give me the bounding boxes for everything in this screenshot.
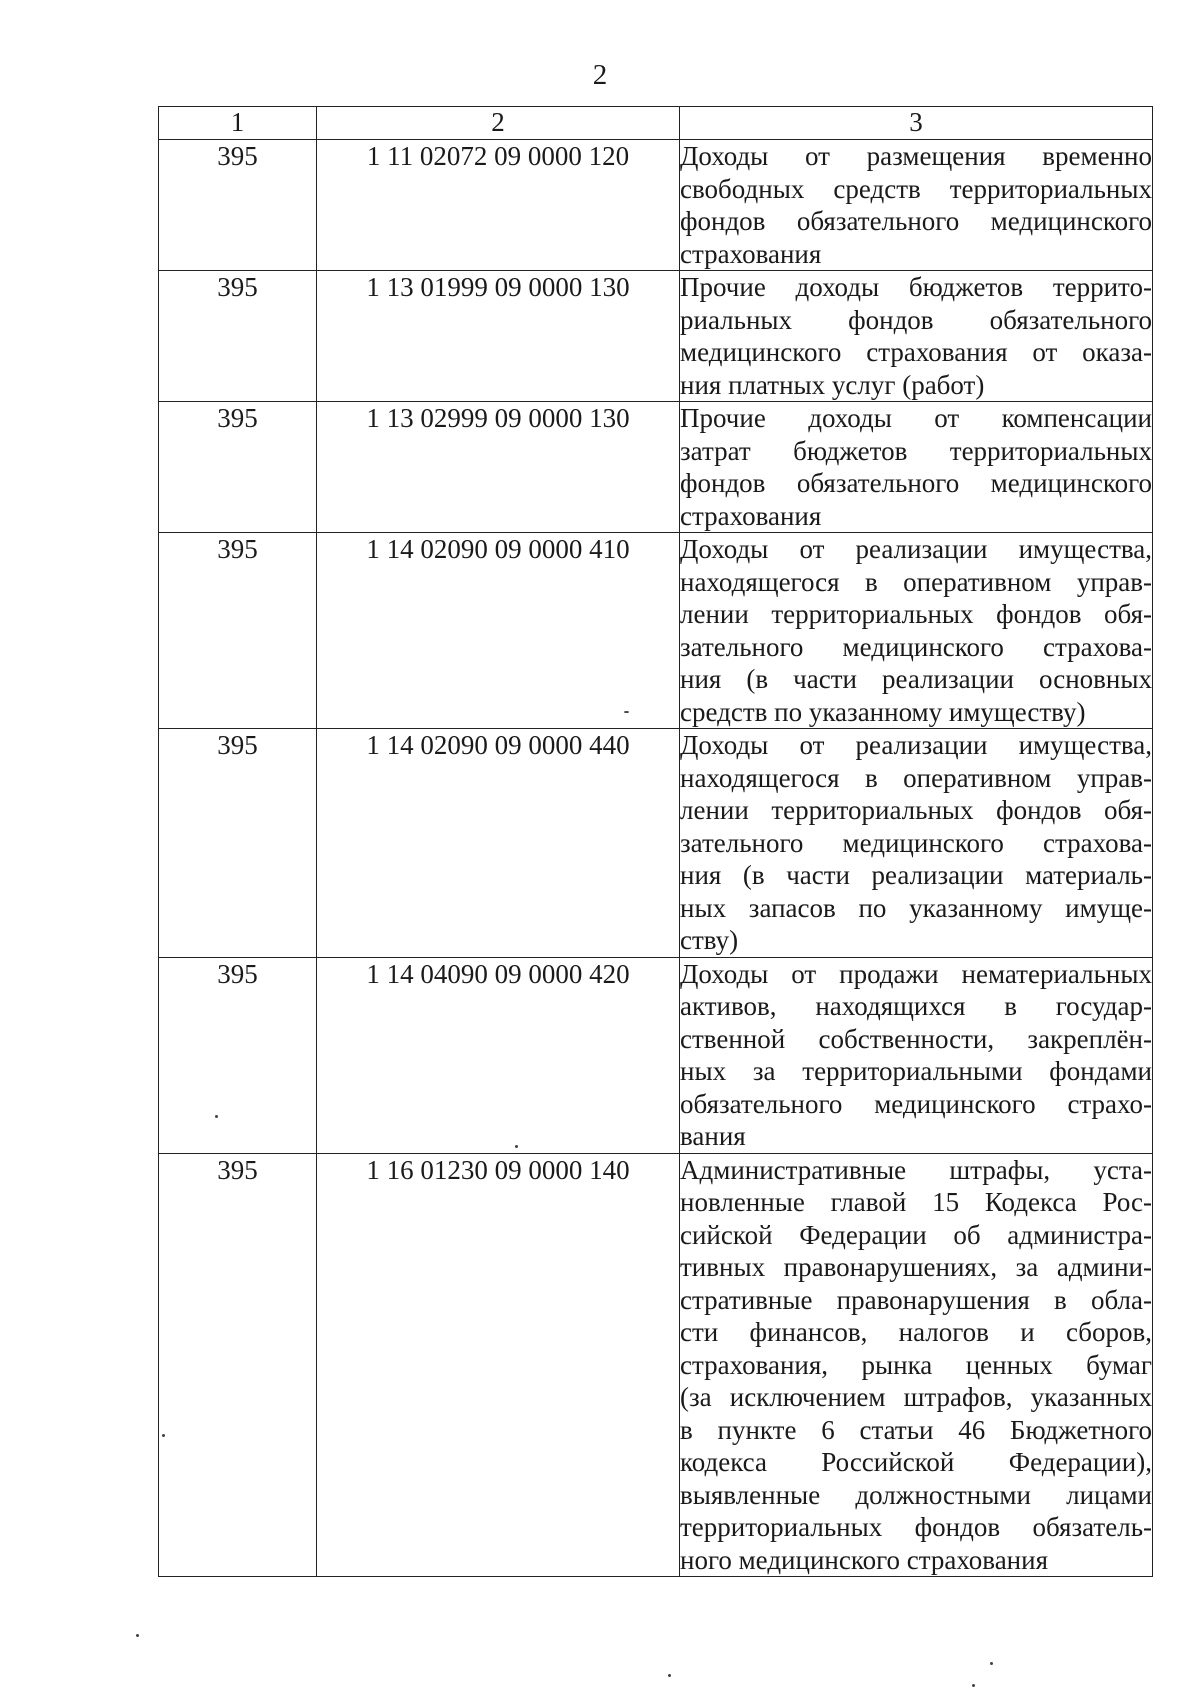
scan-speck xyxy=(668,1674,671,1677)
description-line: ния платных услуг (работ) xyxy=(680,369,985,400)
table-body xyxy=(159,140,1153,1577)
description-line: ству) xyxy=(680,925,739,955)
income-description-cell xyxy=(680,729,1153,958)
description-line: территориальных фондов обязатель- xyxy=(680,1512,1152,1542)
administrator-code-cell: 395 xyxy=(159,402,317,533)
budget-classification-code-cell: 1 11 02072 09 0000 120 xyxy=(317,140,680,271)
scan-speck xyxy=(972,1684,975,1687)
description-line: активов, находящихся в государ- xyxy=(680,991,1152,1021)
table-row xyxy=(159,957,1153,1153)
column-header-2: 2 xyxy=(317,107,680,140)
administrator-code-cell: 395 xyxy=(159,140,317,271)
description-line: Административные штрафы, уста- xyxy=(680,1154,1152,1185)
description-line: медицинского страхования от оказа- xyxy=(680,337,1152,367)
description-line: зательного медицинского страхова- xyxy=(680,631,1152,662)
description-line: выявленные должностными лицами xyxy=(680,1479,1152,1510)
budget-classification-code-cell: 1 16 01230 09 0000 140 xyxy=(317,1153,680,1577)
administrator-code-cell: 395 xyxy=(159,1153,317,1577)
administrator-code-cell: 395 xyxy=(159,729,317,958)
description-line: Прочие доходы бюджетов террито- xyxy=(680,272,1152,302)
scan-speck xyxy=(624,711,629,713)
description-line: ственной собственности, закреплён- xyxy=(680,1023,1152,1054)
description-line: новленные главой 15 Кодекса Рос- xyxy=(680,1187,1152,1217)
description-line: Доходы от размещения временно xyxy=(680,141,1152,171)
column-header-1: 1 xyxy=(159,107,317,140)
description-line: ния (в части реализации материаль- xyxy=(680,860,1152,890)
description-line: фондов обязательного медицинского xyxy=(680,468,1152,498)
description-line: ных за территориальными фондами xyxy=(680,1056,1152,1086)
income-description-cell xyxy=(680,140,1153,271)
budget-classification-code-cell: 1 14 04090 09 0000 420 xyxy=(317,957,680,1153)
budget-classification-code-cell: 1 14 02090 09 0000 410 xyxy=(317,533,680,729)
table-row xyxy=(159,140,1153,271)
description-line: (за исключением штрафов, указанных xyxy=(680,1382,1152,1412)
income-description-cell xyxy=(680,533,1153,729)
scan-speck xyxy=(215,1115,218,1118)
description-line: затрат бюджетов территориальных xyxy=(680,435,1152,466)
scan-speck xyxy=(515,1145,518,1148)
budget-classification-code-cell: 1 13 02999 09 0000 130 xyxy=(317,402,680,533)
description-line: вания xyxy=(680,1121,746,1151)
description-line: риальных фондов обязательного xyxy=(680,304,1152,335)
column-header-3: 3 xyxy=(680,107,1153,140)
description-line: свободных средств территориальных xyxy=(680,173,1152,204)
income-description-cell xyxy=(680,271,1153,402)
page-number: 2 xyxy=(592,59,608,91)
administrator-code-cell: 395 xyxy=(159,533,317,729)
budget-codes-table xyxy=(158,106,1153,1577)
table-row xyxy=(159,402,1153,533)
description-line: Доходы от реализации имущества, xyxy=(680,534,1152,564)
description-line: страхования, рынка ценных бумаг xyxy=(680,1349,1152,1380)
income-description-cell xyxy=(680,957,1153,1153)
budget-classification-code-cell: 1 13 01999 09 0000 130 xyxy=(317,271,680,402)
description-line: страхования xyxy=(680,500,822,531)
budget-classification-code-cell: 1 14 02090 09 0000 440 xyxy=(317,729,680,958)
description-line: находящегося в оперативном управ- xyxy=(680,566,1152,597)
table-row xyxy=(159,729,1153,958)
description-line: лении территориальных фондов обя- xyxy=(680,599,1152,629)
description-line: зательного медицинского страхова- xyxy=(680,827,1152,858)
table-row xyxy=(159,1153,1153,1577)
description-line: страхования xyxy=(680,238,822,269)
description-line: стративные правонарушения в обла- xyxy=(680,1284,1152,1315)
administrator-code-cell: 395 xyxy=(159,271,317,402)
description-line: Прочие доходы от компенсации xyxy=(680,403,1152,433)
scan-speck xyxy=(990,1662,993,1665)
description-line: сийской Федерации об администра- xyxy=(680,1219,1152,1250)
description-line: лении территориальных фондов обя- xyxy=(680,795,1152,825)
administrator-code-cell: 395 xyxy=(159,957,317,1153)
description-line: ных запасов по указанному имуще- xyxy=(680,892,1152,923)
description-line: обязательного медицинского страхо- xyxy=(680,1088,1152,1119)
income-description-cell xyxy=(680,1153,1153,1577)
description-line: в пункте 6 статьи 46 Бюджетного xyxy=(680,1414,1152,1445)
description-line: кодекса Российской Федерации), xyxy=(680,1447,1152,1477)
description-line: ния (в части реализации основных xyxy=(680,664,1152,694)
description-line: средств по указанному имуществу) xyxy=(680,696,1086,727)
description-line: ного медицинского страхования xyxy=(680,1544,1048,1575)
description-line: находящегося в оперативном управ- xyxy=(680,762,1152,793)
description-line: фондов обязательного медицинского xyxy=(680,206,1152,236)
description-line: тивных правонарушениях, за админи- xyxy=(680,1252,1152,1282)
table-header-row xyxy=(159,107,1153,140)
scan-speck xyxy=(162,1434,165,1437)
description-line: сти финансов, налогов и сборов, xyxy=(680,1317,1152,1347)
table-row xyxy=(159,271,1153,402)
scan-speck xyxy=(136,1634,139,1637)
table-row xyxy=(159,533,1153,729)
description-line: Доходы от реализации имущества, xyxy=(680,730,1152,760)
description-line: Доходы от продажи нематериальных xyxy=(680,958,1152,989)
income-description-cell xyxy=(680,402,1153,533)
